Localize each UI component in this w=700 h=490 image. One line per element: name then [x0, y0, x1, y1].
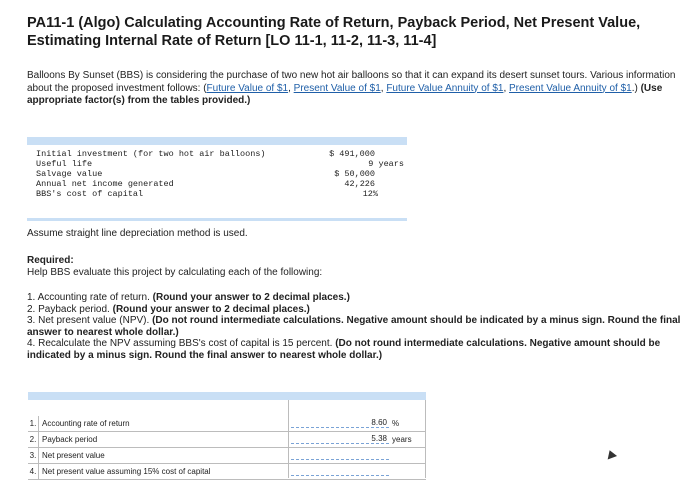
answer-row: 3. Net present value — [28, 448, 426, 464]
answer-row: 2. Payback period 5.38 years — [28, 432, 426, 448]
mouse-cursor-icon — [605, 449, 617, 460]
info-row: BBS's cost of capital 12% — [36, 189, 378, 199]
link-present-value-annuity[interactable]: Present Value Annuity of $1 — [509, 82, 632, 94]
required-description: Help BBS evaluate this project by calculating each of the following: — [27, 267, 323, 278]
answer-table — [28, 392, 426, 486]
link-present-value[interactable]: Present Value of $1 — [293, 82, 381, 94]
info-row: Initial investment (for two hot air balloons) $ 491,000 — [36, 149, 375, 159]
column-divider — [288, 400, 289, 478]
accounting-rate-input[interactable]: 8.60 — [291, 418, 389, 428]
info-row: Salvage value $ 50,000 — [36, 169, 375, 179]
investment-info-table — [27, 137, 407, 221]
step-item: 2. Payback period. (Round your answer to 2 decimal places.) — [27, 303, 310, 315]
npv-input[interactable] — [291, 450, 389, 460]
page-title: PA11-1 (Algo) Calculating Accounting Rate of Return, Payback Period, Net Present Value, Estimating Internal Rate of Return [LO 11-1, 11-2, 11-3, 11-4] — [27, 15, 641, 49]
problem-intro: Balloons By Sunset (BBS) is considering the purchase of two new hot air balloons so that it can expand its desert sunset tours. Various information about the proposed investment follows: (Future Value of $1, Present Value of $1, Future Value Annuity of $1, Present Value Annuity of $1.) (Use appropriate factor(s) from the tables provided.) — [27, 70, 676, 106]
answer-row: 1. Accounting rate of return 8.60 % — [28, 416, 426, 432]
answer-row: 4. Net present value assuming 15% cost of capital — [28, 464, 426, 480]
required-steps — [27, 292, 682, 362]
step-item: 1. Accounting rate of return. (Round your answer to 2 decimal places.) — [27, 292, 350, 303]
step-item: 3. Net present value (NPV). (Do not round intermediate calculations. Negative amount should be indicated by a minus sign. Round the final answer to nearest whole dollar.) — [27, 315, 681, 338]
intro-text: Balloons By Sunset (BBS) is considering the purchase of two new hot air balloons so that it can expand its desert sunset tours. Various information about the proposed investment follows: ( — [27, 70, 676, 94]
info-row: Annual net income generated 42,226 — [36, 179, 375, 189]
link-future-value[interactable]: Future Value of $1 — [206, 82, 289, 94]
column-divider — [425, 400, 426, 478]
info-row: Useful life 9 years — [36, 159, 404, 169]
step-item: 4. Recalculate the NPV assuming BBS's cost of capital is 15 percent. (Do not round intermediate calculations. Negative amount should be indicated by a minus sign. Round the final answer to nearest whole dollar.) — [27, 338, 661, 361]
link-future-value-annuity[interactable]: Future Value Annuity of $1 — [386, 82, 504, 94]
intro-instruction: (Use appropriate factor(s) from the tables provided.) — [27, 82, 663, 106]
required-heading: Required: — [27, 255, 74, 266]
assumption-text: Assume straight line depreciation method is used. — [27, 228, 248, 239]
npv-15-percent-input[interactable] — [291, 466, 389, 476]
payback-period-input[interactable]: 5.38 — [291, 434, 389, 444]
